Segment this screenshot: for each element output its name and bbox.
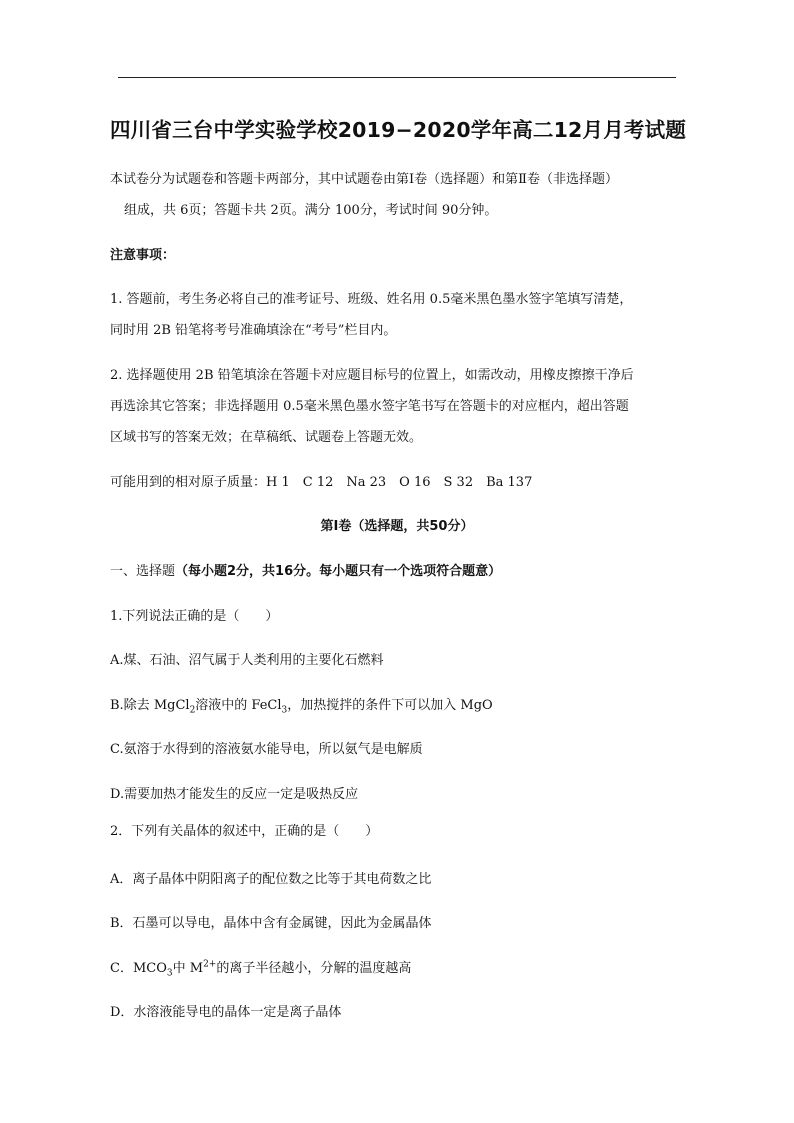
option-c-mid: 中 M: [172, 961, 204, 976]
option-b-mid: 溶液中的 FeCl: [195, 698, 282, 713]
question-1-option-a: A.煤、石油、沼气属于人类利用的主要化石燃料: [110, 653, 384, 668]
part-heading: [110, 560, 501, 579]
atomic-masses: [110, 471, 532, 490]
notes-heading: 注意事项：: [110, 248, 176, 263]
question-1-stem: 1.下列说法正确的是（ ）: [110, 609, 279, 624]
header-rule: [118, 77, 676, 78]
atomic-masses-values: H 1 C 12 Na 23 O 16 S 32 Ba 137: [266, 475, 533, 490]
question-2-option-d: D．水溶液能导电的晶体一定是离子晶体: [110, 1005, 342, 1020]
option-c-prefix: C．MCO: [110, 961, 167, 976]
question-2-option-c: [110, 957, 411, 979]
intro-line-1: 本试卷分为试题卷和答题卡两部分，其中试题卷由第Ⅰ卷（选择题）和第Ⅱ卷（非选择题）: [110, 172, 618, 187]
question-2-option-a: A．离子晶体中阴阳离子的配位数之比等于其电荷数之比: [110, 872, 432, 887]
superscript: 2+: [203, 959, 217, 970]
atomic-masses-label: 可能用到的相对原子质量：: [110, 475, 267, 490]
section-title: 第Ⅰ卷（选择题，共50分）: [320, 519, 474, 534]
note-2-line-3: 区域书写的答案无效；在草稿纸、试题卷上答题无效。: [110, 430, 423, 445]
part-note: （每小题2分，共16分。每小题只有一个选项符合题意）: [175, 564, 502, 579]
note-1-line-1: 1. 答题前，考生务必将自己的准考证号、班级、姓名用 0.5毫米黑色墨水签字笔填写清楚，: [110, 292, 633, 307]
note-2-line-2: 再选涂其它答案；非选择题用 0.5毫米黑色墨水签字笔书写在答题卡的对应框内，超出答题: [110, 399, 629, 414]
question-1-option-b: [110, 694, 493, 716]
subscript: 3: [281, 705, 288, 716]
option-b-prefix: B.除去 MgCl: [110, 698, 190, 713]
intro-line-2: 组成，共 6页；答题卡共 2页。满分 100分，考试时间 90分钟。: [124, 203, 498, 218]
subscript: 3: [166, 968, 173, 979]
question-1-option-d: D.需要加热才能发生的反应一定是吸热反应: [110, 787, 359, 802]
question-2-stem: 2．下列有关晶体的叙述中，正确的是（ ）: [110, 824, 379, 839]
option-c-suffix: 的离子半径越小，分解的温度越高: [216, 961, 412, 976]
subscript: 2: [189, 705, 196, 716]
note-2-line-1: 2. 选择题使用 2B 铅笔填涂在答题卡对应题目标号的位置上，如需改动，用橡皮擦擦干净后: [110, 368, 634, 383]
option-b-suffix: ，加热搅拌的条件下可以加入 MgO: [287, 698, 493, 713]
note-1-line-2: 同时用 2B 铅笔将考号准确填涂在“考号”栏目内。: [110, 323, 397, 338]
part-prefix: 一、选择题: [110, 564, 176, 579]
question-2-option-b: B．石墨可以导电，晶体中含有金属键，因此为金属晶体: [110, 916, 432, 931]
exam-title: 四川省三台中学实验学校2019−2020学年高二12月月考试题: [110, 118, 687, 142]
question-1-option-c: C.氨溶于水得到的溶液氨水能导电，所以氨气是电解质: [110, 742, 423, 757]
